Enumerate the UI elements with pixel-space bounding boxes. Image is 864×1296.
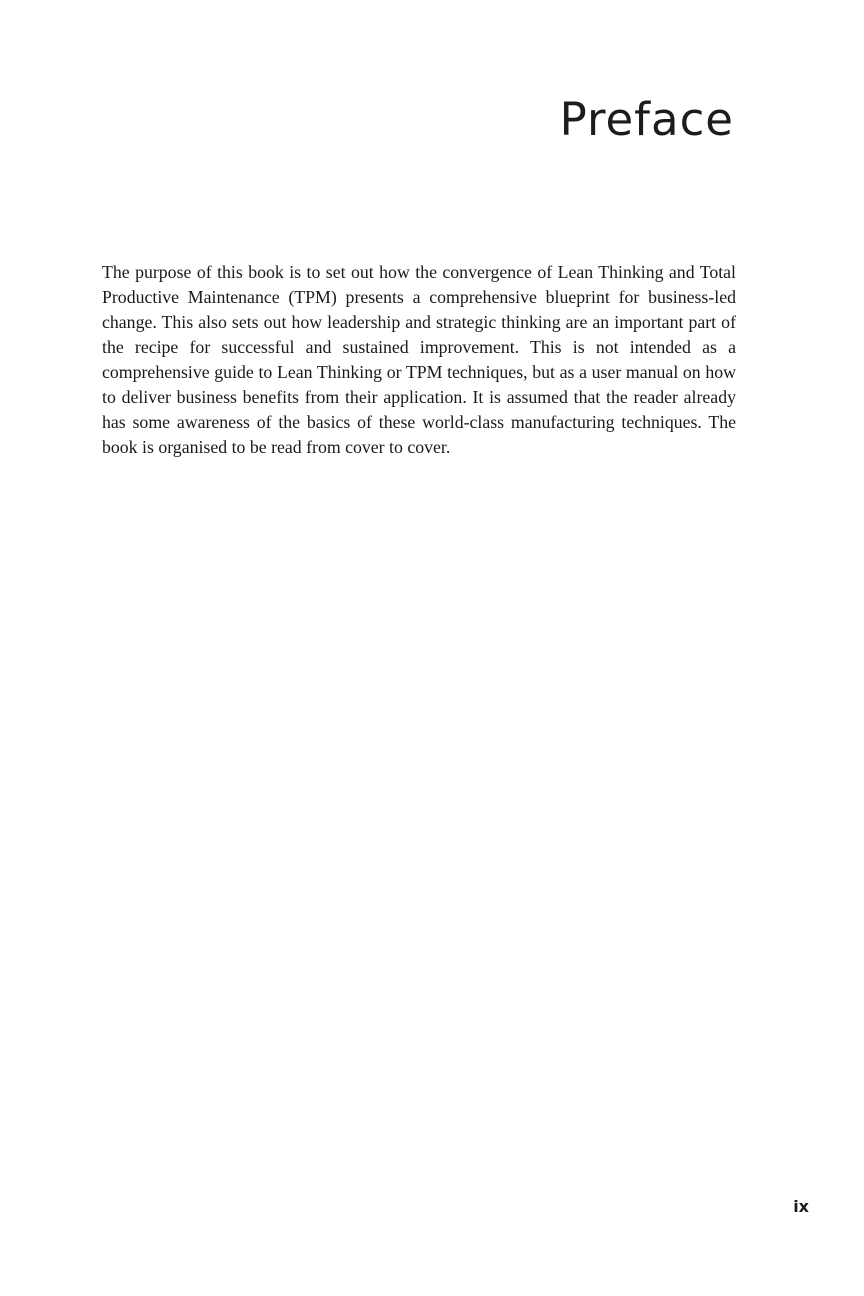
chapter-title: Preface (559, 93, 734, 146)
preface-paragraph: The purpose of this book is to set out how the convergence of Lean Thinking and Total Productive Maintenance (TPM) presents a comprehensive blueprint for business-led change. This also sets out how leadership and strategic thinking are an important part of the recipe for successful and sustained improvement. This is not intended as a comprehensive guide to Lean Thinking or TPM techniques, but as a user manual on how to deliver business benefits from their application. It is assumed that the reader already has some awareness of the basics of these world-class manufacturing techniques. The book is organised to be read from cover to cover. (102, 262, 736, 457)
page-number: ix (793, 1197, 809, 1216)
